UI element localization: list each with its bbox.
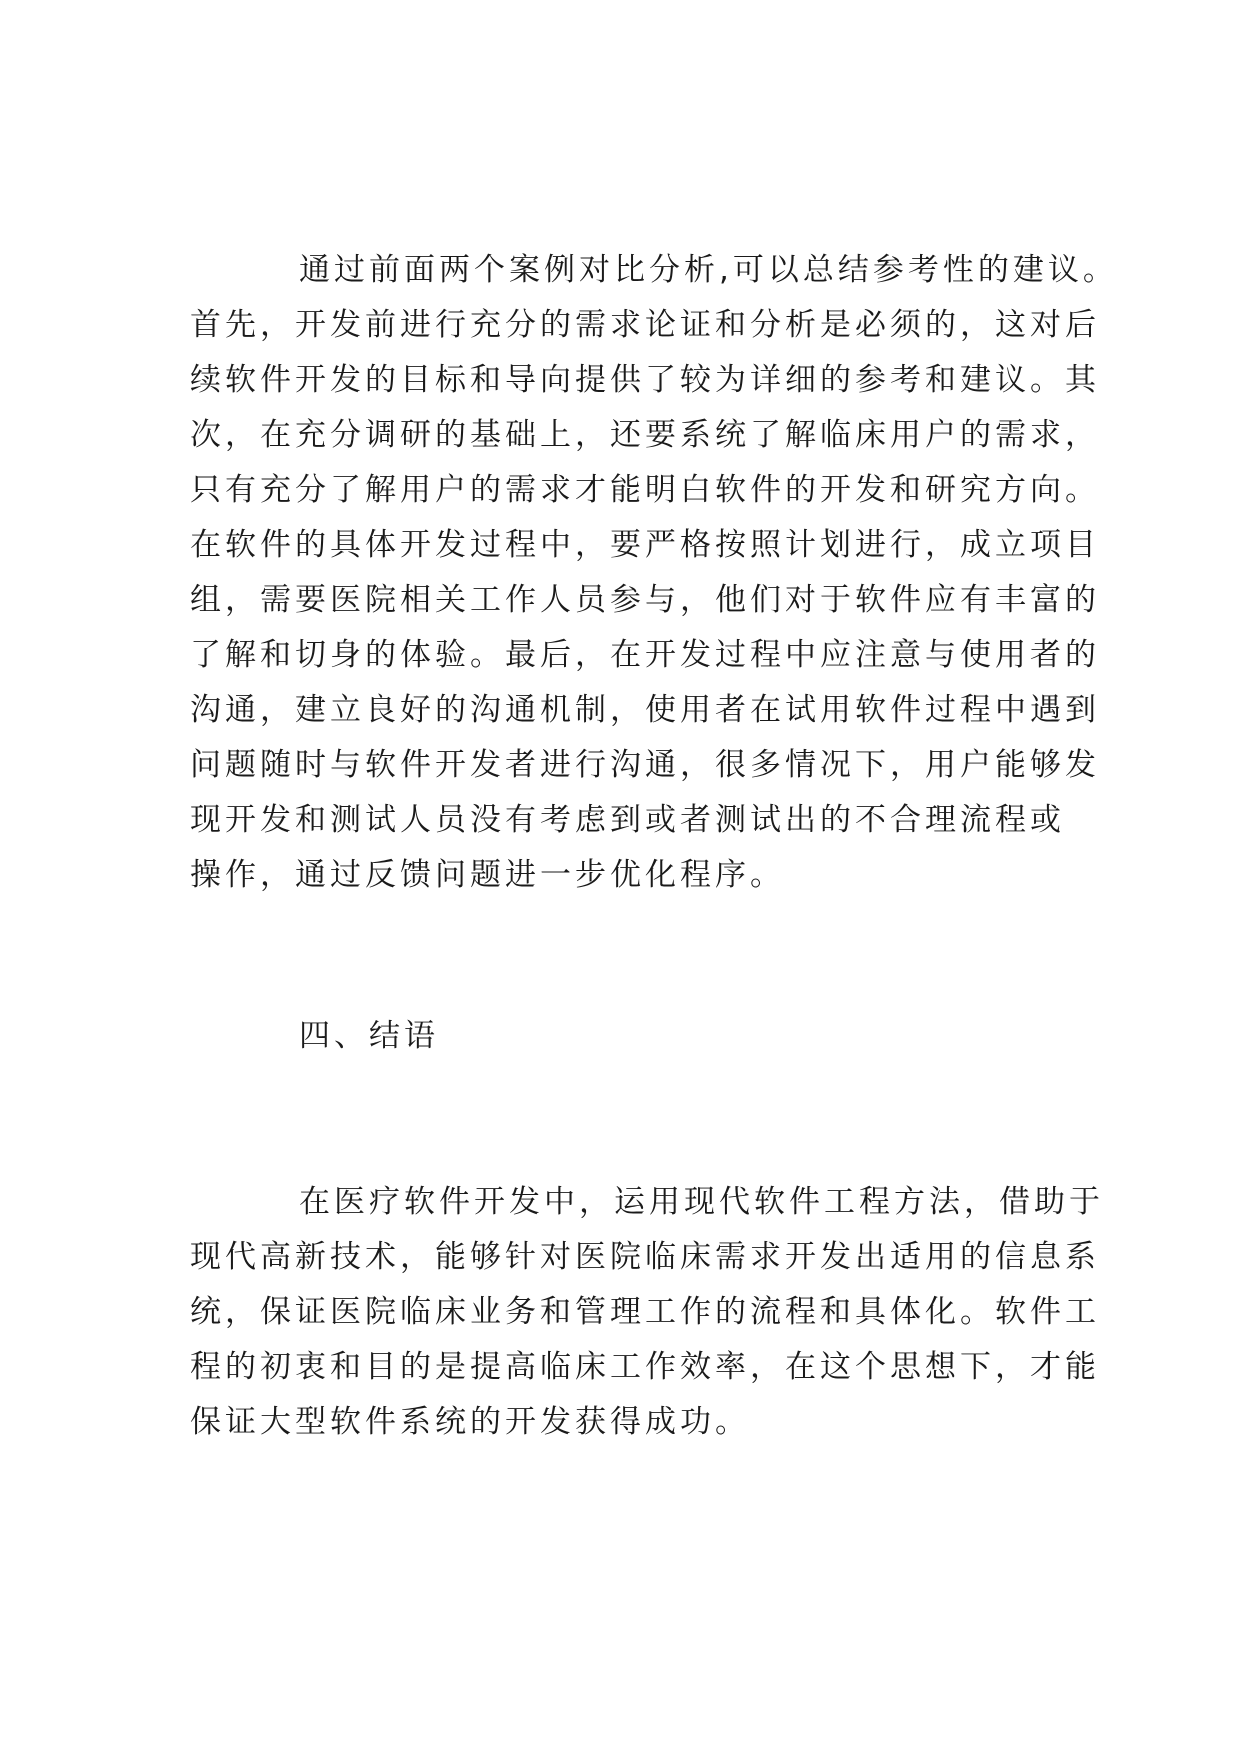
paragraph-line: 只有充分了解用户的需求才能明白软件的开发和研究方向。 — [190, 472, 1100, 508]
paragraph-line: 首先，开发前进行充分的需求论证和分析是必须的，这对后 — [190, 307, 1100, 343]
paragraph-line: 续软件开发的目标和导向提供了较为详细的参考和建议。其 — [190, 362, 1100, 398]
paragraph-line: 在医疗软件开发中，运用现代软件工程方法，借助于 — [299, 1184, 1104, 1220]
paragraph-line: 统，保证医院临床业务和管理工作的流程和具体化。软件工 — [190, 1294, 1100, 1330]
paragraph-line: 组，需要医院相关工作人员参与，他们对于软件应有丰富的 — [190, 582, 1100, 618]
paragraph-line: 现代高新技术，能够针对医院临床需求开发出适用的信息系 — [190, 1239, 1100, 1275]
paragraph-line: 操作，通过反馈问题进一步优化程序。 — [190, 857, 785, 893]
paragraph-line: 在软件的具体开发过程中，要严格按照计划进行，成立项目 — [190, 527, 1100, 563]
paragraph-line: 了解和切身的体验。最后，在开发过程中应注意与使用者的 — [190, 637, 1100, 673]
paragraph-line: 程的初衷和目的是提高临床工作效率，在这个思想下，才能 — [190, 1349, 1100, 1385]
paragraph-line: 通过前面两个案例对比分析,可以总结参考性的建议。 — [299, 252, 1118, 288]
section-heading: 四、结语 — [299, 1018, 439, 1054]
paragraph-line: 次，在充分调研的基础上，还要系统了解临床用户的需求， — [190, 417, 1100, 453]
paragraph-line: 保证大型软件系统的开发获得成功。 — [190, 1404, 750, 1440]
paragraph-line: 沟通，建立良好的沟通机制，使用者在试用软件过程中遇到 — [190, 692, 1100, 728]
paragraph-line: 现开发和测试人员没有考虑到或者测试出的不合理流程或 — [190, 802, 1065, 838]
paragraph-line: 问题随时与软件开发者进行沟通，很多情况下，用户能够发 — [190, 747, 1100, 783]
